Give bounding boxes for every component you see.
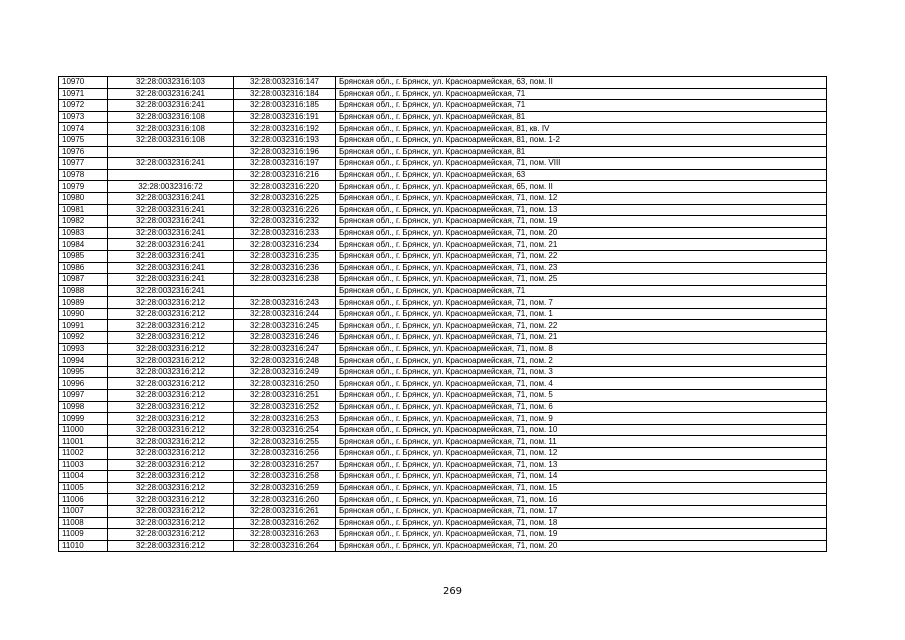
record-number-cell: 10983 — [59, 227, 108, 239]
parent-cadastral-number-cell: 32:28:0032316:212 — [108, 401, 234, 413]
parent-cadastral-number-cell: 32:28:0032316:212 — [108, 343, 234, 355]
address-cell: Брянская обл., г. Брянск, ул. Красноармейская, 65, пом. II — [336, 181, 827, 193]
record-number-cell: 10996 — [59, 378, 108, 390]
address-cell: Брянская обл., г. Брянск, ул. Красноармейская, 71, пом. 3 — [336, 366, 827, 378]
cadastral-number-cell: 32:28:0032316:260 — [234, 494, 336, 506]
parent-cadastral-number-cell: 32:28:0032316:212 — [108, 540, 234, 552]
parent-cadastral-number-cell: 32:28:0032316:212 — [108, 505, 234, 517]
parent-cadastral-number-cell: 32:28:0032316:212 — [108, 471, 234, 483]
parent-cadastral-number-cell: 32:28:0032316:212 — [108, 332, 234, 344]
table-row — [59, 227, 827, 239]
parent-cadastral-number-cell: 32:28:0032316:212 — [108, 355, 234, 367]
cadastral-number-cell: 32:28:0032316:251 — [234, 390, 336, 402]
cadastral-number-cell: 32:28:0032316:216 — [234, 169, 336, 181]
record-number-cell: 10974 — [59, 123, 108, 135]
address-cell: Брянская обл., г. Брянск, ул. Красноармейская, 71, пом. 21 — [336, 332, 827, 344]
address-cell: Брянская обл., г. Брянск, ул. Красноармейская, 71, пом. 15 — [336, 482, 827, 494]
cadastral-number-cell: 32:28:0032316:184 — [234, 88, 336, 100]
record-number-cell: 11006 — [59, 494, 108, 506]
table-row — [59, 111, 827, 123]
cadastral-number-cell: 32:28:0032316:185 — [234, 100, 336, 112]
parent-cadastral-number-cell: 32:28:0032316:241 — [108, 227, 234, 239]
table-row — [59, 181, 827, 193]
record-number-cell: 10989 — [59, 297, 108, 309]
record-number-cell: 10988 — [59, 285, 108, 297]
parent-cadastral-number-cell: 32:28:0032316:212 — [108, 482, 234, 494]
address-cell: Брянская обл., г. Брянск, ул. Красноармейская, 81 — [336, 111, 827, 123]
cadastral-number-cell: 32:28:0032316:232 — [234, 216, 336, 228]
table-row — [59, 494, 827, 506]
table-row — [59, 343, 827, 355]
table-row — [59, 285, 827, 297]
parent-cadastral-number-cell: 32:28:0032316:212 — [108, 529, 234, 541]
table-row — [59, 332, 827, 344]
parent-cadastral-number-cell — [108, 169, 234, 181]
record-number-cell: 10985 — [59, 250, 108, 262]
record-number-cell: 10987 — [59, 274, 108, 286]
cadastral-number-cell — [234, 285, 336, 297]
record-number-cell: 10971 — [59, 88, 108, 100]
record-number-cell: 11008 — [59, 517, 108, 529]
cadastral-number-cell: 32:28:0032316:220 — [234, 181, 336, 193]
table-row — [59, 529, 827, 541]
record-number-cell: 11004 — [59, 471, 108, 483]
address-cell: Брянская обл., г. Брянск, ул. Красноармейская, 71, пом. 12 — [336, 448, 827, 460]
table-row — [59, 216, 827, 228]
cadastral-number-cell: 32:28:0032316:245 — [234, 320, 336, 332]
parent-cadastral-number-cell: 32:28:0032316:108 — [108, 134, 234, 146]
record-number-cell: 10979 — [59, 181, 108, 193]
table-row — [59, 274, 827, 286]
table-row — [59, 355, 827, 367]
table-row — [59, 320, 827, 332]
cadastral-number-cell: 32:28:0032316:234 — [234, 239, 336, 251]
table-row — [59, 505, 827, 517]
record-number-cell: 10995 — [59, 366, 108, 378]
address-cell: Брянская обл., г. Брянск, ул. Красноармейская, 71, пом. 5 — [336, 390, 827, 402]
table-row — [59, 482, 827, 494]
cadastral-number-cell: 32:28:0032316:192 — [234, 123, 336, 135]
table-row — [59, 250, 827, 262]
address-cell: Брянская обл., г. Брянск, ул. Красноармейская, 71, пом. 18 — [336, 517, 827, 529]
address-cell: Брянская обл., г. Брянск, ул. Красноармейская, 71, пом. 9 — [336, 413, 827, 425]
record-number-cell: 10993 — [59, 343, 108, 355]
record-number-cell: 11009 — [59, 529, 108, 541]
record-number-cell: 10978 — [59, 169, 108, 181]
table-row — [59, 262, 827, 274]
table-row — [59, 424, 827, 436]
parent-cadastral-number-cell: 32:28:0032316:108 — [108, 123, 234, 135]
register-table-body — [59, 77, 827, 552]
address-cell: Брянская обл., г. Брянск, ул. Красноармейская, 71, пом. 23 — [336, 262, 827, 274]
record-number-cell: 10994 — [59, 355, 108, 367]
table-row — [59, 436, 827, 448]
cadastral-number-cell: 32:28:0032316:248 — [234, 355, 336, 367]
record-number-cell: 10981 — [59, 204, 108, 216]
table-row — [59, 413, 827, 425]
record-number-cell: 10990 — [59, 308, 108, 320]
table-row — [59, 471, 827, 483]
table-row — [59, 390, 827, 402]
address-cell: Брянская обл., г. Брянск, ул. Красноармейская, 71 — [336, 100, 827, 112]
address-cell: Брянская обл., г. Брянск, ул. Красноармейская, 71, пом. VIII — [336, 158, 827, 170]
record-number-cell: 10977 — [59, 158, 108, 170]
table-row — [59, 134, 827, 146]
record-number-cell: 10999 — [59, 413, 108, 425]
address-cell: Брянская обл., г. Брянск, ул. Красноармейская, 71, пом. 16 — [336, 494, 827, 506]
cadastral-number-cell: 32:28:0032316:233 — [234, 227, 336, 239]
address-cell: Брянская обл., г. Брянск, ул. Красноармейская, 71, пом. 14 — [336, 471, 827, 483]
address-cell: Брянская обл., г. Брянск, ул. Красноармейская, 71, пом. 2 — [336, 355, 827, 367]
parent-cadastral-number-cell: 32:28:0032316:212 — [108, 448, 234, 460]
record-number-cell: 10975 — [59, 134, 108, 146]
table-row — [59, 192, 827, 204]
cadastral-number-cell: 32:28:0032316:255 — [234, 436, 336, 448]
cadastral-number-cell: 32:28:0032316:258 — [234, 471, 336, 483]
record-number-cell: 11000 — [59, 424, 108, 436]
parent-cadastral-number-cell: 32:28:0032316:241 — [108, 285, 234, 297]
cadastral-number-cell: 32:28:0032316:244 — [234, 308, 336, 320]
table-row — [59, 517, 827, 529]
address-cell: Брянская обл., г. Брянск, ул. Красноармейская, 81 — [336, 146, 827, 158]
parent-cadastral-number-cell: 32:28:0032316:108 — [108, 111, 234, 123]
cadastral-number-cell: 32:28:0032316:246 — [234, 332, 336, 344]
cadastral-number-cell: 32:28:0032316:264 — [234, 540, 336, 552]
record-number-cell: 11003 — [59, 459, 108, 471]
table-row — [59, 88, 827, 100]
cadastral-number-cell: 32:28:0032316:262 — [234, 517, 336, 529]
table-row — [59, 77, 827, 89]
cadastral-number-cell: 32:28:0032316:247 — [234, 343, 336, 355]
address-cell: Брянская обл., г. Брянск, ул. Красноармейская, 71, пом. 11 — [336, 436, 827, 448]
table-row — [59, 366, 827, 378]
record-number-cell: 10984 — [59, 239, 108, 251]
address-cell: Брянская обл., г. Брянск, ул. Красноармейская, 71, пом. 4 — [336, 378, 827, 390]
record-number-cell: 10970 — [59, 77, 108, 89]
parent-cadastral-number-cell: 32:28:0032316:212 — [108, 308, 234, 320]
table-row — [59, 459, 827, 471]
address-cell: Брянская обл., г. Брянск, ул. Красноармейская, 71, пом. 20 — [336, 540, 827, 552]
cadastral-number-cell: 32:28:0032316:259 — [234, 482, 336, 494]
cadastral-number-cell: 32:28:0032316:252 — [234, 401, 336, 413]
record-number-cell: 10976 — [59, 146, 108, 158]
record-number-cell: 10982 — [59, 216, 108, 228]
address-cell: Брянская обл., г. Брянск, ул. Красноармейская, 71, пом. 8 — [336, 343, 827, 355]
record-number-cell: 10980 — [59, 192, 108, 204]
cadastral-number-cell: 32:28:0032316:257 — [234, 459, 336, 471]
parent-cadastral-number-cell: 32:28:0032316:241 — [108, 216, 234, 228]
record-number-cell: 10973 — [59, 111, 108, 123]
cadastral-number-cell: 32:28:0032316:256 — [234, 448, 336, 460]
parent-cadastral-number-cell: 32:28:0032316:241 — [108, 204, 234, 216]
table-row — [59, 401, 827, 413]
address-cell: Брянская обл., г. Брянск, ул. Красноармейская, 71, пом. 10 — [336, 424, 827, 436]
address-cell: Брянская обл., г. Брянск, ул. Красноармейская, 71, пом. 20 — [336, 227, 827, 239]
cadastral-number-cell: 32:28:0032316:253 — [234, 413, 336, 425]
record-number-cell: 10997 — [59, 390, 108, 402]
table-row — [59, 169, 827, 181]
cadastral-number-cell: 32:28:0032316:238 — [234, 274, 336, 286]
table-row — [59, 297, 827, 309]
cadastral-number-cell: 32:28:0032316:147 — [234, 77, 336, 89]
record-number-cell: 11001 — [59, 436, 108, 448]
table-row — [59, 146, 827, 158]
table-row — [59, 100, 827, 112]
record-number-cell: 10972 — [59, 100, 108, 112]
cadastral-number-cell: 32:28:0032316:196 — [234, 146, 336, 158]
parent-cadastral-number-cell: 32:28:0032316:241 — [108, 100, 234, 112]
parent-cadastral-number-cell: 32:28:0032316:212 — [108, 494, 234, 506]
parent-cadastral-number-cell: 32:28:0032316:212 — [108, 390, 234, 402]
page-number: 269 — [442, 586, 463, 597]
record-number-cell: 10991 — [59, 320, 108, 332]
cadastral-number-cell: 32:28:0032316:193 — [234, 134, 336, 146]
cadastral-number-cell: 32:28:0032316:235 — [234, 250, 336, 262]
address-cell: Брянская обл., г. Брянск, ул. Красноармейская, 71 — [336, 88, 827, 100]
parent-cadastral-number-cell: 32:28:0032316:241 — [108, 262, 234, 274]
table-row — [59, 540, 827, 552]
address-cell: Брянская обл., г. Брянск, ул. Красноармейская, 71, пом. 21 — [336, 239, 827, 251]
address-cell: Брянская обл., г. Брянск, ул. Красноармейская, 71, пом. 17 — [336, 505, 827, 517]
cadastral-number-cell: 32:28:0032316:191 — [234, 111, 336, 123]
parent-cadastral-number-cell: 32:28:0032316:241 — [108, 192, 234, 204]
cadastral-register-table — [58, 76, 827, 552]
record-number-cell: 10998 — [59, 401, 108, 413]
address-cell: Брянская обл., г. Брянск, ул. Красноармейская, 71 — [336, 285, 827, 297]
parent-cadastral-number-cell: 32:28:0032316:212 — [108, 459, 234, 471]
parent-cadastral-number-cell: 32:28:0032316:103 — [108, 77, 234, 89]
parent-cadastral-number-cell: 32:28:0032316:212 — [108, 297, 234, 309]
address-cell: Брянская обл., г. Брянск, ул. Красноармейская, 81, пом. 1-2 — [336, 134, 827, 146]
parent-cadastral-number-cell: 32:28:0032316:212 — [108, 366, 234, 378]
address-cell: Брянская обл., г. Брянск, ул. Красноармейская, 71, пом. 13 — [336, 459, 827, 471]
record-number-cell: 11002 — [59, 448, 108, 460]
parent-cadastral-number-cell: 32:28:0032316:241 — [108, 250, 234, 262]
parent-cadastral-number-cell: 32:28:0032316:212 — [108, 436, 234, 448]
table-row — [59, 158, 827, 170]
cadastral-number-cell: 32:28:0032316:254 — [234, 424, 336, 436]
parent-cadastral-number-cell: 32:28:0032316:212 — [108, 378, 234, 390]
record-number-cell: 11010 — [59, 540, 108, 552]
parent-cadastral-number-cell: 32:28:0032316:212 — [108, 413, 234, 425]
cadastral-number-cell: 32:28:0032316:243 — [234, 297, 336, 309]
address-cell: Брянская обл., г. Брянск, ул. Красноармейская, 71, пом. 19 — [336, 216, 827, 228]
table-row — [59, 378, 827, 390]
cadastral-number-cell: 32:28:0032316:263 — [234, 529, 336, 541]
record-number-cell: 10986 — [59, 262, 108, 274]
address-cell: Брянская обл., г. Брянск, ул. Красноармейская, 63, пом. II — [336, 77, 827, 89]
parent-cadastral-number-cell: 32:28:0032316:212 — [108, 517, 234, 529]
parent-cadastral-number-cell: 32:28:0032316:241 — [108, 158, 234, 170]
cadastral-number-cell: 32:28:0032316:250 — [234, 378, 336, 390]
record-number-cell: 10992 — [59, 332, 108, 344]
cadastral-number-cell: 32:28:0032316:236 — [234, 262, 336, 274]
address-cell: Брянская обл., г. Брянск, ул. Красноармейская, 63 — [336, 169, 827, 181]
record-number-cell: 11005 — [59, 482, 108, 494]
address-cell: Брянская обл., г. Брянск, ул. Красноармейская, 71, пом. 19 — [336, 529, 827, 541]
table-row — [59, 448, 827, 460]
address-cell: Брянская обл., г. Брянск, ул. Красноармейская, 71, пом. 13 — [336, 204, 827, 216]
address-cell: Брянская обл., г. Брянск, ул. Красноармейская, 71, пом. 22 — [336, 250, 827, 262]
cadastral-number-cell: 32:28:0032316:197 — [234, 158, 336, 170]
cadastral-number-cell: 32:28:0032316:226 — [234, 204, 336, 216]
parent-cadastral-number-cell: 32:28:0032316:241 — [108, 274, 234, 286]
parent-cadastral-number-cell: 32:28:0032316:72 — [108, 181, 234, 193]
table-row — [59, 123, 827, 135]
cadastral-number-cell: 32:28:0032316:261 — [234, 505, 336, 517]
address-cell: Брянская обл., г. Брянск, ул. Красноармейская, 71, пом. 1 — [336, 308, 827, 320]
address-cell: Брянская обл., г. Брянск, ул. Красноармейская, 71, пом. 7 — [336, 297, 827, 309]
parent-cadastral-number-cell: 32:28:0032316:212 — [108, 320, 234, 332]
parent-cadastral-number-cell — [108, 146, 234, 158]
table-row — [59, 239, 827, 251]
cadastral-number-cell: 32:28:0032316:249 — [234, 366, 336, 378]
table-row — [59, 204, 827, 216]
parent-cadastral-number-cell: 32:28:0032316:241 — [108, 239, 234, 251]
address-cell: Брянская обл., г. Брянск, ул. Красноармейская, 71, пом. 22 — [336, 320, 827, 332]
address-cell: Брянская обл., г. Брянск, ул. Красноармейская, 71, пом. 25 — [336, 274, 827, 286]
record-number-cell: 11007 — [59, 505, 108, 517]
parent-cadastral-number-cell: 32:28:0032316:241 — [108, 88, 234, 100]
address-cell: Брянская обл., г. Брянск, ул. Красноармейская, 71, пом. 6 — [336, 401, 827, 413]
cadastral-number-cell: 32:28:0032316:225 — [234, 192, 336, 204]
parent-cadastral-number-cell: 32:28:0032316:212 — [108, 424, 234, 436]
table-row — [59, 308, 827, 320]
address-cell: Брянская обл., г. Брянск, ул. Красноармейская, 81, кв. IV — [336, 123, 827, 135]
address-cell: Брянская обл., г. Брянск, ул. Красноармейская, 71, пом. 12 — [336, 192, 827, 204]
